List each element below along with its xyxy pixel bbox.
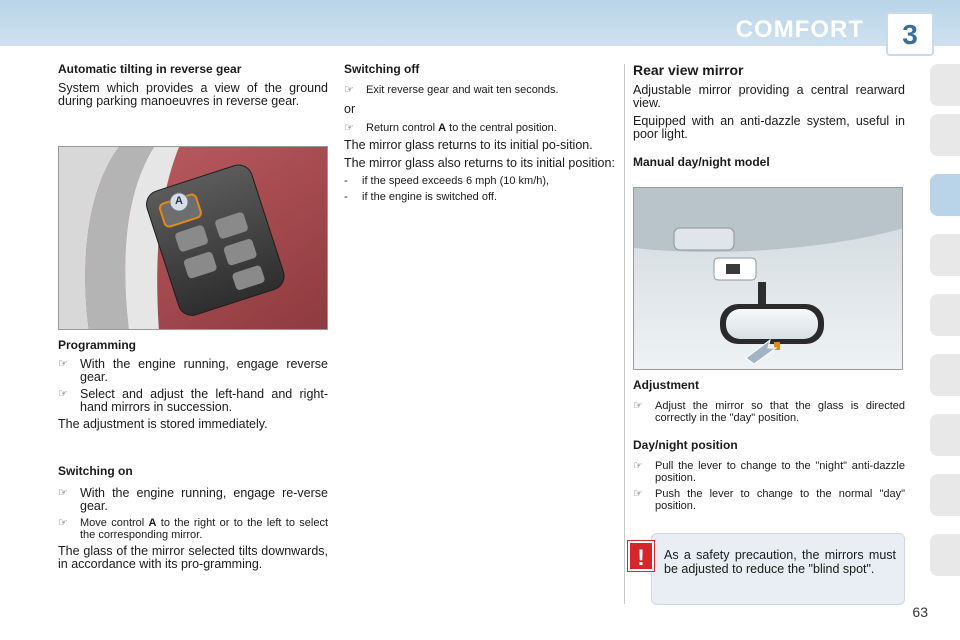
heading-automatic-tilting: Automatic tilting in reverse gear xyxy=(58,62,242,76)
heading-adjustment: Adjustment xyxy=(633,378,699,392)
heading-switching-off: Switching off xyxy=(344,62,420,76)
list-item: - if the speed exceeds 6 mph (10 km/h), xyxy=(344,175,550,187)
column-divider xyxy=(624,64,625,604)
list-item: ☞ Adjust the mirror so that the glass is directed correctly in the "day" position. xyxy=(633,400,905,424)
programming-section xyxy=(58,338,328,436)
paragraph-glass-tilts: The glass of the mirror selected tilts downwards, in accordance with its pro-gramming. xyxy=(58,544,328,571)
column-left xyxy=(58,62,328,113)
exclamation-icon: ! xyxy=(628,541,654,571)
pointing-hand-icon: ☞ xyxy=(633,488,643,500)
pointing-hand-icon: ☞ xyxy=(344,84,354,96)
chapter-tab[interactable] xyxy=(930,534,960,576)
paragraph-anti-dazzle: Equipped with an anti-dazzle system, useful in poor light. xyxy=(633,114,905,141)
warning-text: As a safety precaution, the mirrors must be adjusted to reduce the "blind spot". xyxy=(664,548,896,576)
rear-mirror-svg xyxy=(634,188,903,370)
door-switch-illustration xyxy=(58,146,328,330)
paragraph-stored: The adjustment is stored immediately. xyxy=(58,417,268,431)
page-number: 63 xyxy=(912,604,928,620)
chapter-number: 3 xyxy=(886,12,934,56)
chapter-tab[interactable] xyxy=(930,354,960,396)
list-item: ☞ Pull the lever to change to the "night" anti-dazzle position. xyxy=(633,460,905,484)
list-item: ☞ Move control A to the right or to the left to select the corresponding mirror. xyxy=(58,517,328,541)
heading-programming: Programming xyxy=(58,338,137,352)
pointing-hand-icon: ☞ xyxy=(633,400,643,412)
paragraph-returns-also: The mirror glass also returns to its initial position: xyxy=(344,156,615,170)
column-middle xyxy=(344,62,616,207)
pointing-hand-icon: ☞ xyxy=(58,487,68,499)
column-right xyxy=(633,62,905,175)
list-item: ☞ With the engine running, engage reverse gear. xyxy=(58,357,328,384)
heading-rear-view-mirror: Rear view mirror xyxy=(633,62,744,78)
page-title: COMFORT xyxy=(735,16,864,43)
pointing-hand-icon: ☞ xyxy=(58,388,68,400)
pointing-hand-icon: ☞ xyxy=(58,517,68,529)
warning-box xyxy=(651,533,905,605)
heading-day-night: Day/night position xyxy=(633,438,738,452)
list-item: ☞ Exit reverse gear and wait ten seconds. xyxy=(344,84,559,96)
callout-a-label: A xyxy=(175,195,183,207)
chapter-tabs xyxy=(930,64,960,594)
paragraph-adjustable: Adjustable mirror providing a central rearward view. xyxy=(633,83,905,110)
door-switch-svg xyxy=(59,147,328,330)
paragraph-automatic-tilting: System which provides a view of the ground during parking manoeuvres in reverse gear. xyxy=(58,81,328,108)
pointing-hand-icon: ☞ xyxy=(633,460,643,472)
chapter-tab[interactable] xyxy=(930,114,960,156)
list-item: ☞ Select and adjust the left-hand and right-hand mirrors in succession. xyxy=(58,387,328,414)
chapter-tab[interactable] xyxy=(930,474,960,516)
text-or: or xyxy=(344,102,356,116)
chapter-tab[interactable] xyxy=(930,294,960,336)
day-night-section xyxy=(633,438,905,516)
list-item: ☞ Return control A to the central position. xyxy=(344,122,557,134)
switching-on-section xyxy=(58,464,328,576)
pointing-hand-icon: ☞ xyxy=(58,358,68,370)
pointing-hand-icon: ☞ xyxy=(344,122,354,134)
list-item: - if the engine is switched off. xyxy=(344,191,497,203)
chapter-tab[interactable] xyxy=(930,414,960,456)
chapter-tab-active[interactable] xyxy=(930,174,960,216)
list-item: ☞ With the engine running, engage re-verse gear. xyxy=(58,486,328,513)
chapter-tab[interactable] xyxy=(930,64,960,106)
rear-mirror-illustration xyxy=(633,187,903,370)
heading-switching-on: Switching on xyxy=(58,464,133,478)
adjustment-section xyxy=(633,378,905,428)
chapter-tab[interactable] xyxy=(930,234,960,276)
paragraph-returns-initial: The mirror glass returns to its initial po-sition. xyxy=(344,138,593,152)
list-item: ☞ Push the lever to change to the normal "day" position. xyxy=(633,488,905,512)
heading-manual-day-night: Manual day/night model xyxy=(633,155,770,169)
